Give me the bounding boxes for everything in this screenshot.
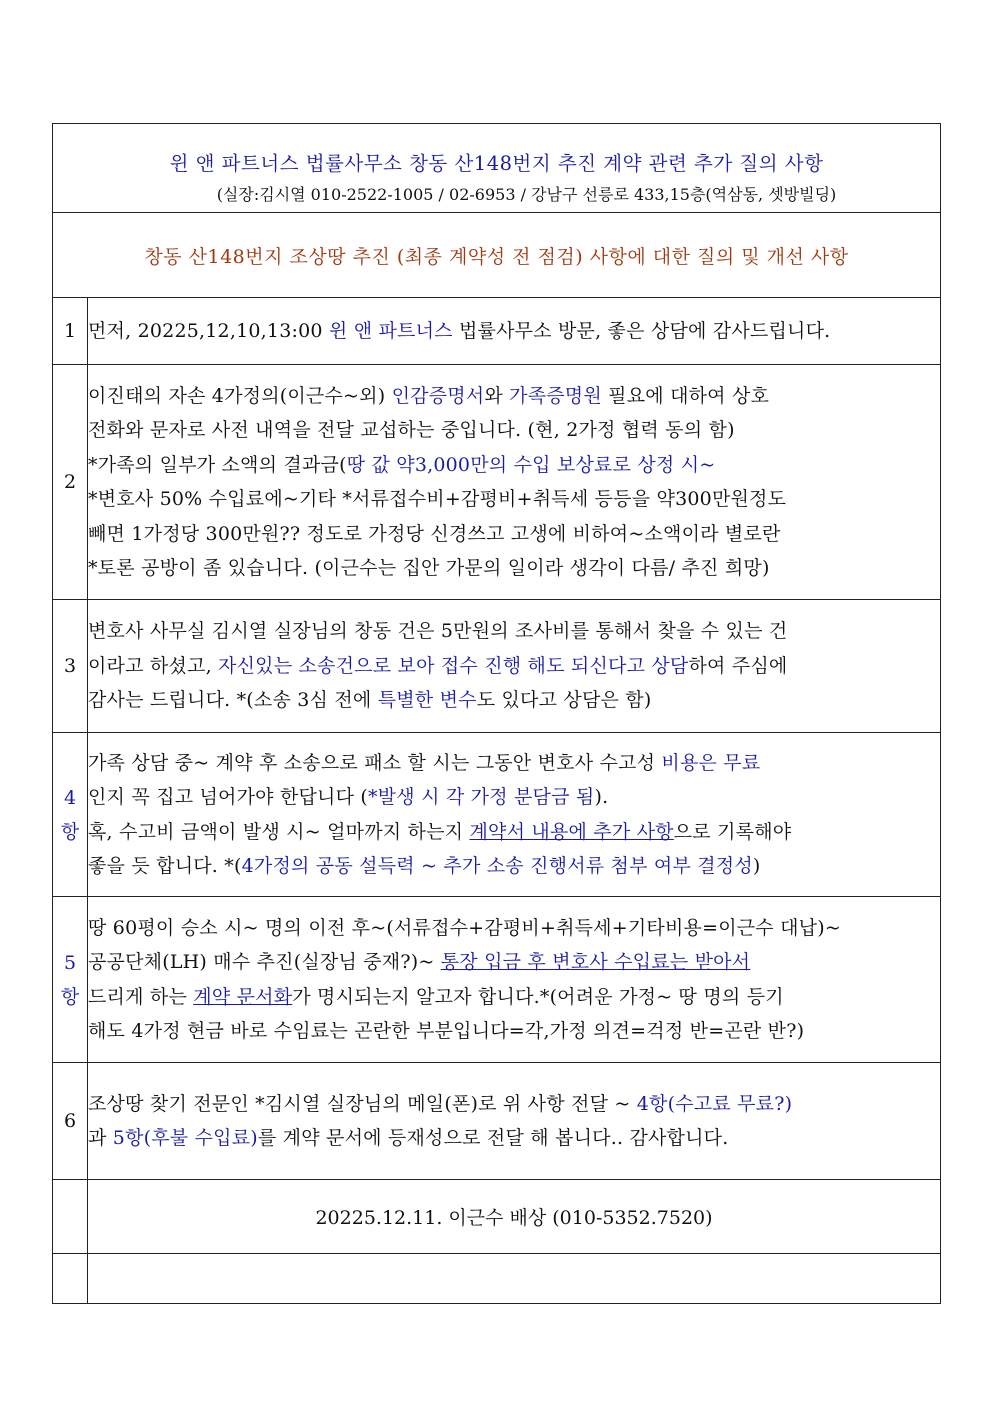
content-line — [88, 649, 940, 684]
text-span: 감사는 드립니다. *(소송 3심 전에 — [88, 689, 378, 712]
content-line — [88, 683, 940, 718]
highlight-span: 5항(후불 수입료) — [112, 1127, 258, 1149]
content-line — [88, 815, 940, 850]
text-span: 드리게 하는 — [88, 985, 194, 1008]
item-number-suffix: 항 — [60, 985, 80, 1008]
item-content — [88, 365, 941, 600]
item-row-1 — [53, 298, 941, 365]
content-line: *변호사 50% 수입료에~기타 *서류접수비+감평비+취득세 등등을 약300만원정도 — [88, 488, 787, 510]
item-number: 6 — [53, 1063, 88, 1180]
inquiry-table — [52, 123, 941, 1304]
text-span: ). — [594, 786, 609, 808]
item-row-4 — [53, 733, 941, 897]
item-content — [88, 1063, 941, 1180]
document-title: 윈 앤 파트너스 법률사무소 창동 산148번지 추진 계약 관련 추가 질의 사항 — [169, 151, 824, 175]
item-number-suffix: 항 — [60, 820, 80, 843]
header-cell — [53, 124, 941, 213]
content-line — [88, 1121, 940, 1156]
text-span: 도 있다고 상담은 함) — [476, 689, 652, 712]
contact-info: (실장:김시열 010-2522-1005 / 02-6953 / 강남구 선릉로 433,15층(역삼동, 셋방빌딩) — [216, 184, 837, 204]
item-number — [53, 897, 88, 1063]
text-span: 인지 꼭 집고 넘어가야 한답니다 ( — [88, 786, 369, 808]
section-heading: 창동 산148번지 조상땅 추진 (최종 계약성 전 점검) 사항에 대한 질의 및 개선 사항 — [53, 213, 941, 298]
text-span: 와 — [484, 384, 510, 407]
empty-cell — [53, 1254, 88, 1304]
highlight-span: 인감증명서 — [391, 384, 485, 407]
content-line: *토론 공방이 좀 있습니다. (이근수는 집안 가문의 일이라 생각이 다름/ 추진 희망) — [88, 557, 770, 579]
text-span: 좋을 듯 합니다. *( — [88, 855, 242, 877]
text-span: 가족 상담 중~ 계약 후 소송으로 패소 할 시는 그동안 변호사 수고성 — [88, 751, 662, 774]
text-span: 하여 주심에 — [688, 654, 788, 677]
text-span: 필요에 대하여 상호 — [601, 384, 770, 407]
item-number: 1 — [53, 298, 88, 365]
content-line — [88, 780, 940, 815]
highlight-span: 비용은 무료 — [661, 751, 761, 774]
empty-cell — [88, 1254, 941, 1304]
text-span: 공공단체(LH) 매수 추진(실장님 중재?)~ — [88, 951, 441, 973]
item-number: 3 — [53, 600, 88, 733]
item-number: 2 — [53, 365, 88, 600]
item-content — [88, 897, 941, 1063]
firm-name-highlight: 윈 앤 파트너스 — [328, 319, 453, 342]
underlined-highlight: 통장 입금 후 변호사 수입료는 받아서 — [440, 951, 751, 973]
text-span: 혹, 수고비 금액이 발생 시~ 얼마까지 하는지 — [88, 820, 470, 843]
content-line — [88, 448, 940, 483]
signature-number-cell — [53, 1180, 88, 1254]
item-row-3 — [53, 600, 941, 733]
item-content — [88, 733, 941, 897]
item-row-6 — [53, 1063, 941, 1180]
text-span: 가 명시되는지 알고자 합니다.*(어려운 가정~ 땅 명의 등기 — [292, 985, 784, 1008]
highlight-span: 4항(수고료 무료?) — [636, 1092, 793, 1115]
highlight-span: 4가정의 공동 설득력 ~ 추가 소송 진행서류 첨부 여부 결정성 — [241, 855, 753, 877]
header-row — [53, 124, 941, 213]
underlined-highlight: 계약서 내용에 추가 사항 — [469, 820, 674, 843]
item-content — [88, 298, 941, 365]
content-line — [88, 746, 940, 781]
text-span: 먼저, 20225,12,10,13:00 — [88, 319, 329, 342]
item-content — [88, 600, 941, 733]
signature: 20225.12.11. 이근수 배상 (010-5352.7520) — [88, 1180, 941, 1254]
text-span: ) — [752, 855, 761, 877]
item-number-digit: 5 — [63, 951, 77, 974]
content-line: 해도 4가정 현금 바로 수임료는 곤란한 부분입니다=각,가정 의견=걱정 반=곤란 반?) — [88, 1020, 805, 1042]
highlight-span: *발생 시 각 가정 분담금 됨 — [368, 786, 595, 808]
highlight-span: 자신있는 소송건으로 보아 접수 진행 해도 되신다고 상담 — [218, 654, 689, 677]
signature-row — [53, 1180, 941, 1254]
underlined-highlight: 계약 문서화 — [193, 985, 293, 1008]
content-line — [88, 379, 940, 414]
content-line: 변호사 사무실 김시열 실장님의 창동 건은 5만원의 조사비를 통해서 찾을 수 있는 건 — [88, 620, 788, 643]
highlight-span: 가족증명원 — [509, 384, 602, 407]
content-line — [88, 849, 940, 884]
item-row-2 — [53, 365, 941, 600]
content-line — [88, 314, 940, 349]
content-line: 땅 60평이 승소 시~ 명의 이전 후~(서류접수+감평비+취득세+기타비용=이근수 대납)~ — [88, 916, 841, 939]
text-span: 으로 기록해야 — [673, 820, 792, 843]
text-span: 과 — [88, 1127, 113, 1149]
text-span: 조상땅 찾기 전문인 *김시열 실장님의 메일(폰)로 위 사항 전달 ~ — [88, 1092, 637, 1115]
empty-row — [53, 1254, 941, 1304]
text-span: 법률사무소 방문, 좋은 상담에 감사드립니다. — [452, 319, 831, 342]
text-span: 이라고 하셨고, — [88, 654, 219, 677]
text-span: 를 계약 문서에 등재성으로 전달 해 봅니다.. 감사합니다. — [257, 1127, 729, 1149]
text-span: *가족의 일부가 소액의 결과금( — [88, 453, 347, 476]
highlight-span: 특별한 변수 — [377, 689, 477, 712]
item-number-digit: 4 — [63, 786, 77, 809]
subheader-row — [53, 213, 941, 298]
item-number — [53, 733, 88, 897]
content-line: 빼면 1가정당 300만원?? 정도로 가정당 신경쓰고 고생에 비하여~소액이라 별로란 — [88, 522, 781, 545]
highlight-span: 땅 값 약3,000만의 수입 보상료로 상정 시~ — [346, 453, 716, 476]
item-row-5 — [53, 897, 941, 1063]
content-line: 전화와 문자로 사전 내역을 전달 교섭하는 중입니다. (현, 2가정 협력 동의 함) — [88, 419, 735, 441]
content-line — [88, 1087, 940, 1122]
text-span: 이진태의 자손 4가정의(이근수~외) — [88, 384, 392, 407]
content-line — [88, 945, 940, 980]
content-line — [88, 980, 940, 1015]
